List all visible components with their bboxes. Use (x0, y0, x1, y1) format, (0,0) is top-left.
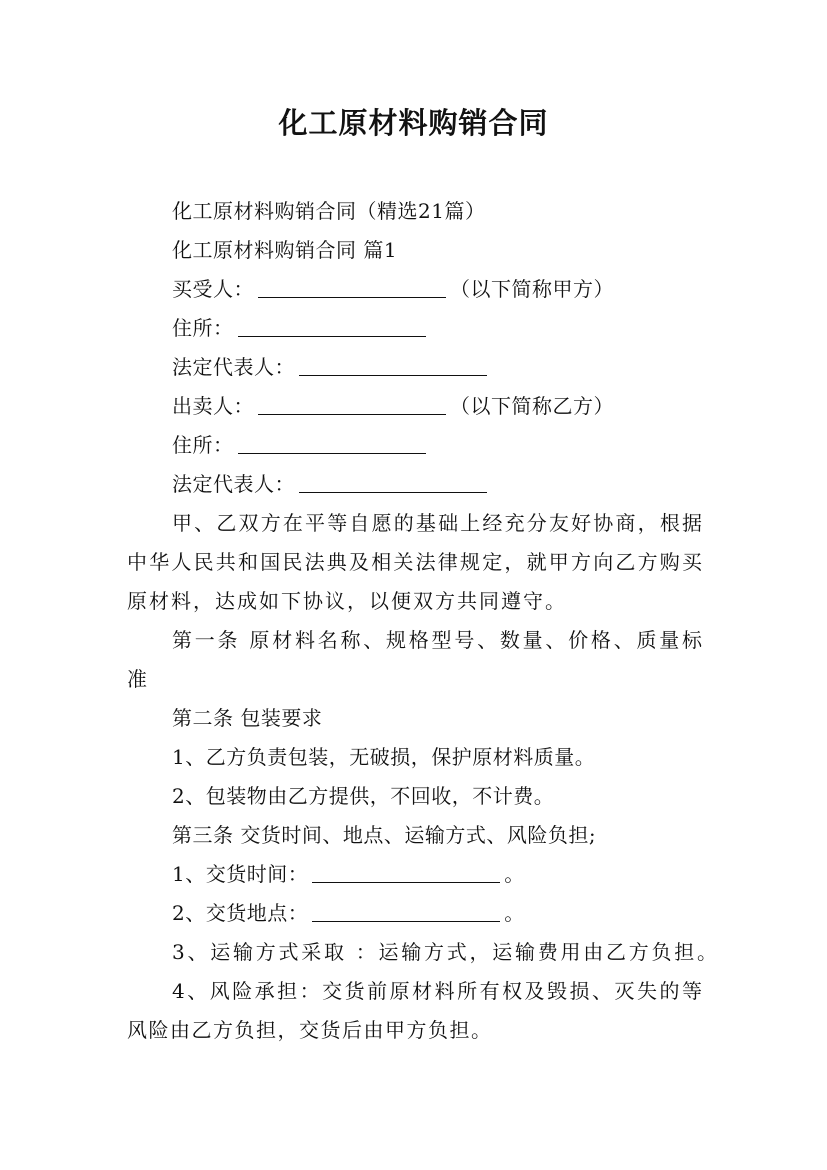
delivery-time-blank (312, 860, 500, 883)
document-title: 化工原材料购销合同 (278, 106, 549, 140)
address-label: 住所： (172, 316, 234, 340)
article-3-heading: 第三条 交货时间、地点、运输方式、风险负担; (172, 823, 597, 847)
seller-line (172, 391, 614, 421)
seller-note: （以下简称乙方） (450, 394, 614, 418)
delivery-place-label: 2、交货地点： (172, 901, 309, 925)
buyer-note: （以下简称甲方） (450, 277, 614, 301)
intro-line-2: 中华人民共和国民法典及相关法律规定，就甲方向乙方购买 (127, 550, 702, 574)
intro-line-3: 原材料，达成如下协议，以便双方共同遵守。 (127, 589, 567, 613)
article-1-line-2: 准 (127, 667, 147, 691)
buyer-rep-line (172, 352, 491, 382)
article-3-item-1 (172, 859, 525, 889)
rep-label: 法定代表人： (172, 355, 295, 379)
buyer-blank (258, 275, 446, 298)
article-2-item-2: 2、包装物由乙方提供，不回收，不计费。 (172, 784, 555, 808)
rep-label: 法定代表人： (172, 472, 295, 496)
delivery-place-end: 。 (504, 901, 525, 925)
buyer-address-blank (238, 314, 426, 337)
subtitle: 化工原材料购销合同（精选21篇） (172, 199, 486, 223)
address-label: 住所： (172, 433, 234, 457)
article-2-item-1: 1、乙方负责包装，无破损，保护原材料质量。 (172, 745, 596, 769)
section-heading: 化工原材料购销合同 篇1 (172, 238, 398, 262)
intro-line-1: 甲、乙双方在平等自愿的基础上经充分友好协商，根据 (172, 511, 702, 535)
article-3-item-4-line-2: 风险由乙方负担，交货后由甲方负担。 (127, 1018, 493, 1042)
seller-label: 出卖人： (172, 394, 254, 418)
article-3-item-3: 3、运输方式采取 ：运输方式，运输费用由乙方负担。 (172, 940, 717, 964)
delivery-time-end: 。 (504, 862, 525, 886)
buyer-address-line (172, 313, 430, 343)
article-1-line-1: 第一条 原材料名称、规格型号、数量、价格、质量标 (172, 628, 702, 652)
seller-rep-line (172, 469, 491, 499)
delivery-place-blank (312, 899, 500, 922)
article-3-item-2 (172, 898, 525, 928)
buyer-line (172, 274, 614, 304)
seller-address-blank (238, 431, 426, 454)
seller-rep-blank (299, 470, 487, 493)
seller-blank (258, 392, 446, 415)
seller-address-line (172, 430, 430, 460)
delivery-time-label: 1、交货时间： (172, 862, 309, 886)
buyer-label: 买受人： (172, 277, 254, 301)
buyer-rep-blank (299, 353, 487, 376)
article-2-heading: 第二条 包装要求 (172, 706, 323, 730)
article-3-item-4-line-1: 4、风险承担：交货前原材料所有权及毁损、灭失的等 (172, 979, 702, 1003)
